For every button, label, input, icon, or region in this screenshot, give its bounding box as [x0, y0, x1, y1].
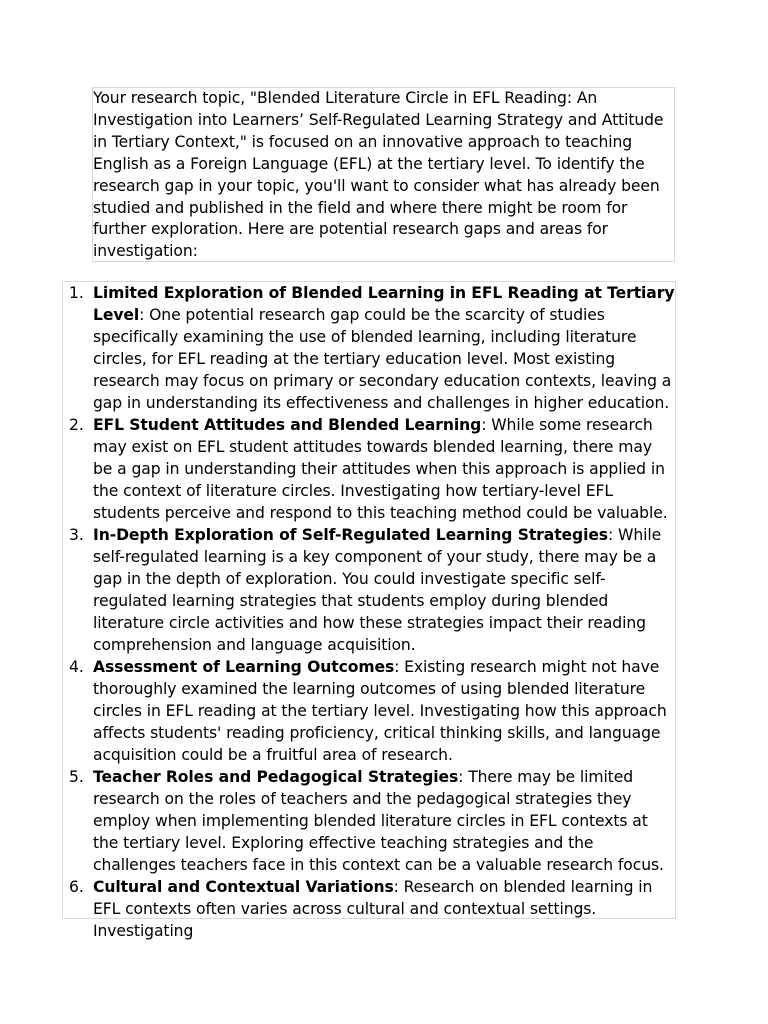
list-item-number: 4.: [69, 658, 84, 676]
list-item: [69, 766, 675, 876]
gap-title: Cultural and Contextual Variations: [93, 878, 394, 896]
research-gaps-viewport: [62, 281, 676, 940]
list-item-number: 5.: [69, 768, 84, 786]
gap-title: Teacher Roles and Pedagogical Strategies: [93, 768, 459, 786]
list-item: [69, 876, 675, 942]
gap-title: Limited Exploration of Blended Learning in EFL Reading at Tertiary Level: [93, 284, 675, 324]
gap-description: : There may be limited research on the roles of teachers and the pedagogical strategies they employ when implementing blended literature circles in EFL contexts at the tertiary level. Exploring effective teaching strategies and the challenges teachers face in this context can be a valuable research focus.: [93, 768, 664, 874]
gap-description: : Existing research might not have thoroughly examined the learning outcomes of using blended literature circles in EFL reading at the tertiary level. Investigating how this approach affects students' reading proficiency, critical thinking skills, and language acquisition could be a fruitful area of research.: [93, 658, 667, 764]
list-item: [69, 282, 675, 414]
gap-description: : Research on blended learning in EFL contexts often varies across cultural and contextual settings. Investigating: [93, 878, 653, 940]
gap-description: : While some research may exist on EFL student attitudes towards blended learning, there may be a gap in understanding their attitudes when this approach is applied in the context of literature circles. Investigating how tertiary-level EFL students perceive and respond to this teaching method could be valuable.: [93, 416, 668, 522]
gap-title: In-Depth Exploration of Self-Regulated Learning Strategies: [93, 526, 608, 544]
list-item: [69, 524, 675, 656]
list-item-number: 3.: [69, 526, 84, 544]
gap-description: : One potential research gap could be the scarcity of studies specifically examining the use of blended learning, including literature circles, for EFL reading at the tertiary education level. Most existing research may focus on primary or secondary education contexts, leaving a gap in understanding its effectiveness and challenges in higher education.: [93, 306, 672, 412]
intro-paragraph: Your research topic, "Blended Literature Circle in EFL Reading: An Investigation into Learners’ Self-Regulated Learning Strategy and Attitude in Tertiary Context," is focused on an innovative approach to teaching English as a Foreign Language (EFL) at the tertiary level. To identify the research gap in your topic, you'll want to consider what has already been studied and published in the field and where there might be room for further exploration. Here are potential research gaps and areas for investigation:: [93, 89, 664, 261]
gap-description: : While self-regulated learning is a key component of your study, there may be a gap in the depth of exploration. You could investigate specific self-regulated learning strategies that students employ during blended literature circle activities and how these strategies impact their reading comprehension and language acquisition.: [93, 526, 662, 654]
list-item-number: 2.: [69, 416, 84, 434]
list-item-number: 1.: [69, 284, 84, 302]
gap-title: Assessment of Learning Outcomes: [93, 658, 395, 676]
list-item-number: 6.: [69, 878, 84, 896]
research-gaps-list: [69, 282, 675, 942]
list-item: [69, 656, 675, 766]
list-item: [69, 414, 675, 524]
gap-title: EFL Student Attitudes and Blended Learning: [93, 416, 482, 434]
